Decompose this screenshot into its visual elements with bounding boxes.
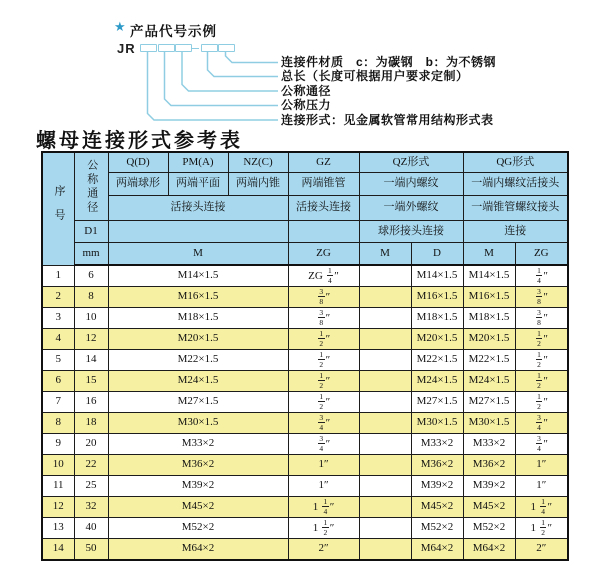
cell-dn: 10 [74, 308, 108, 329]
code-box-4 [201, 44, 218, 52]
header-d1: D1 [74, 221, 108, 243]
cell-qg-m: M30×1.5 [463, 413, 515, 434]
cell-gz: 1 $\frac{1}{4}$ ″ [288, 497, 359, 518]
cell-qz-d: M27×1.5 [411, 392, 463, 413]
header-code-qz: QZ形式 [359, 152, 463, 173]
diagram-label-length: 总长（长度可根据用户要求定制） [281, 69, 469, 83]
cell-qz-d: M64×2 [411, 539, 463, 561]
cell-qz-m [359, 308, 411, 329]
cell-qz-m [359, 392, 411, 413]
cell-dn: 6 [74, 265, 108, 287]
cell-qz-m [359, 518, 411, 539]
header-conn-qz: 一端外螺纹 [359, 196, 463, 221]
cell-qz-m [359, 497, 411, 518]
cell-m: M30×1.5 [108, 413, 288, 434]
code-box-1 [140, 44, 157, 52]
cell-m: M24×1.5 [108, 371, 288, 392]
cell-qg-zg: $\frac{1}{2}$ ″ [515, 350, 568, 371]
cell-gz: ZG $\frac{1}{4}$ ″ [288, 265, 359, 287]
header-unit-qg-m: M [463, 243, 515, 266]
cell-qg-zg: 2″ [515, 539, 568, 561]
cell-seq: 1 [42, 265, 74, 287]
header-ends-pma: 两端平面 [168, 173, 228, 196]
cell-dn: 40 [74, 518, 108, 539]
header-ends-qg: 一端内螺纹活接头 [463, 173, 568, 196]
header-ends-qz: 一端内螺纹 [359, 173, 463, 196]
header-ends-gz: 两端锥管 [288, 173, 359, 196]
cell-qg-zg: $\frac{3}{4}$ ″ [515, 413, 568, 434]
cell-seq: 3 [42, 308, 74, 329]
table-row [42, 287, 568, 308]
cell-dn: 12 [74, 329, 108, 350]
cell-qz-m [359, 434, 411, 455]
header-mm: mm [74, 243, 108, 266]
cell-gz: $\frac{3}{8}$ ″ [288, 287, 359, 308]
cell-qz-m [359, 287, 411, 308]
cell-m: M64×2 [108, 539, 288, 561]
header-code-pma: PM(A) [168, 152, 228, 173]
table-title: 螺母连接形式参考表 [36, 130, 243, 152]
header-unit-qg-zg: ZG [515, 243, 568, 266]
cell-qz-m [359, 476, 411, 497]
cell-qz-d: M36×2 [411, 455, 463, 476]
cell-qz-m [359, 371, 411, 392]
cell-qz-d: M22×1.5 [411, 350, 463, 371]
cell-qz-m [359, 265, 411, 287]
cell-dn: 50 [74, 539, 108, 561]
cell-qg-zg: $\frac{3}{4}$ ″ [515, 434, 568, 455]
diagram-label-diameter: 公称通径 [281, 83, 332, 98]
cell-gz: $\frac{3}{4}$ ″ [288, 434, 359, 455]
header-code-gz: GZ [288, 152, 359, 173]
header-code-qg: QG形式 [463, 152, 568, 173]
cell-dn: 8 [74, 287, 108, 308]
header-code-qd: Q(D) [108, 152, 168, 173]
cell-qz-d: M33×2 [411, 434, 463, 455]
table-row [42, 434, 568, 455]
header-conn2-qz: 球形接头连接 [359, 221, 463, 243]
cell-gz: 1 $\frac{1}{2}$ ″ [288, 518, 359, 539]
cell-gz: $\frac{3}{4}$ ″ [288, 413, 359, 434]
table-row [42, 350, 568, 371]
cell-qz-d: M20×1.5 [411, 329, 463, 350]
code-dash [191, 48, 199, 50]
cell-seq: 6 [42, 371, 74, 392]
header-code-nzc: NZ(C) [228, 152, 288, 173]
cell-qz-m [359, 455, 411, 476]
table-row [42, 265, 568, 287]
header-dn: 公称通径 [74, 152, 108, 221]
cell-qz-d: M52×2 [411, 518, 463, 539]
header-ends-qd: 两端球形 [108, 173, 168, 196]
cell-qg-m: M33×2 [463, 434, 515, 455]
cell-dn: 16 [74, 392, 108, 413]
cell-qz-m [359, 350, 411, 371]
cell-m: M18×1.5 [108, 308, 288, 329]
cell-m: M36×2 [108, 455, 288, 476]
cell-gz: 1″ [288, 476, 359, 497]
cell-seq: 9 [42, 434, 74, 455]
cell-qz-d: M18×1.5 [411, 308, 463, 329]
cell-qg-m: M36×2 [463, 455, 515, 476]
cell-qg-m: M24×1.5 [463, 371, 515, 392]
cell-qg-m: M64×2 [463, 539, 515, 561]
cell-seq: 5 [42, 350, 74, 371]
cell-qz-d: M39×2 [411, 476, 463, 497]
cell-m: M14×1.5 [108, 265, 288, 287]
cell-dn: 20 [74, 434, 108, 455]
cell-dn: 32 [74, 497, 108, 518]
table-row [42, 371, 568, 392]
cell-m: M20×1.5 [108, 329, 288, 350]
header-ends-nzc: 两端内锥 [228, 173, 288, 196]
cell-qg-zg: $\frac{1}{4}$ ″ [515, 265, 568, 287]
cell-qg-m: M39×2 [463, 476, 515, 497]
cell-seq: 13 [42, 518, 74, 539]
cell-qg-zg: $\frac{1}{2}$ ″ [515, 371, 568, 392]
diagram-label-conn-form: 连接形式：见金属软管常用结构形式表 [281, 112, 494, 127]
diagram-label-pressure: 公称压力 [281, 98, 332, 112]
cell-gz: $\frac{1}{2}$ ″ [288, 329, 359, 350]
table-row [42, 497, 568, 518]
cell-seq: 12 [42, 497, 74, 518]
cell-qz-d: M30×1.5 [411, 413, 463, 434]
cell-qz-d: M45×2 [411, 497, 463, 518]
header-seq: 序号 [42, 152, 74, 265]
cell-seq: 7 [42, 392, 74, 413]
cell-qg-zg: $\frac{3}{8}$ ″ [515, 287, 568, 308]
cell-gz: 2″ [288, 539, 359, 561]
table-row [42, 413, 568, 434]
cell-m: M33×2 [108, 434, 288, 455]
cell-qg-m: M18×1.5 [463, 308, 515, 329]
table-row [42, 308, 568, 329]
header-blank-gz [288, 221, 359, 243]
diagram-heading: 产品代号示例 [130, 24, 217, 39]
table-row [42, 518, 568, 539]
cell-qg-m: M16×1.5 [463, 287, 515, 308]
cell-dn: 18 [74, 413, 108, 434]
cell-m: M27×1.5 [108, 392, 288, 413]
table-row [42, 539, 568, 561]
table-row [42, 455, 568, 476]
cell-qz-d: M24×1.5 [411, 371, 463, 392]
cell-seq: 10 [42, 455, 74, 476]
header-unit-qz-m: M [359, 243, 411, 266]
header-unit-m: M [108, 243, 288, 266]
cell-qg-zg: $\frac{1}{2}$ ″ [515, 329, 568, 350]
table-row [42, 392, 568, 413]
cell-m: M45×2 [108, 497, 288, 518]
code-box-3 [175, 44, 192, 52]
cell-gz: $\frac{3}{8}$ ″ [288, 308, 359, 329]
cell-qg-m: M45×2 [463, 497, 515, 518]
header-conn-qg: 一端锥管螺纹接头 [463, 196, 568, 221]
cell-m: M22×1.5 [108, 350, 288, 371]
header-conn-gz: 活接头连接 [288, 196, 359, 221]
cell-qz-m [359, 329, 411, 350]
header-unit-zg: ZG [288, 243, 359, 266]
cell-qg-zg: 1″ [515, 476, 568, 497]
header-conn-qpmnz: 活接头连接 [108, 196, 288, 221]
cell-dn: 25 [74, 476, 108, 497]
cell-gz: 1″ [288, 455, 359, 476]
cell-m: M39×2 [108, 476, 288, 497]
cell-seq: 2 [42, 287, 74, 308]
cell-qg-m: M27×1.5 [463, 392, 515, 413]
nut-connection-table [41, 151, 569, 561]
cell-qz-m [359, 413, 411, 434]
cell-qg-zg: 1 $\frac{1}{2}$ ″ [515, 518, 568, 539]
cell-qz-d: M16×1.5 [411, 287, 463, 308]
cell-dn: 22 [74, 455, 108, 476]
cell-seq: 14 [42, 539, 74, 561]
cell-gz: $\frac{1}{2}$ ″ [288, 371, 359, 392]
cell-seq: 8 [42, 413, 74, 434]
table-row [42, 329, 568, 350]
cell-qg-m: M22×1.5 [463, 350, 515, 371]
header-conn2-qg: 连接 [463, 221, 568, 243]
star-icon: ★ [114, 20, 126, 35]
cell-gz: $\frac{1}{2}$ ″ [288, 350, 359, 371]
cell-qz-m [359, 539, 411, 561]
cell-qg-m: M20×1.5 [463, 329, 515, 350]
cell-qz-d: M14×1.5 [411, 265, 463, 287]
cell-seq: 11 [42, 476, 74, 497]
cell-qg-zg: 1 $\frac{1}{4}$ ″ [515, 497, 568, 518]
cell-dn: 14 [74, 350, 108, 371]
cell-qg-m: M14×1.5 [463, 265, 515, 287]
header-unit-qz-d: D [411, 243, 463, 266]
cell-dn: 15 [74, 371, 108, 392]
table-body [42, 265, 568, 560]
cell-seq: 4 [42, 329, 74, 350]
cell-gz: $\frac{1}{2}$ ″ [288, 392, 359, 413]
cell-qg-zg: $\frac{1}{2}$ ″ [515, 392, 568, 413]
cell-qg-zg: $\frac{3}{8}$ ″ [515, 308, 568, 329]
code-box-5 [218, 44, 235, 52]
cell-qg-m: M52×2 [463, 518, 515, 539]
header-blank-qpmnz [108, 221, 288, 243]
table-row [42, 476, 568, 497]
code-box-2 [158, 44, 175, 52]
cell-m: M16×1.5 [108, 287, 288, 308]
diagram-label-material: 连接件材质 c：为碳钢 b：为不锈钢 [281, 55, 497, 69]
product-code-prefix: JR [117, 41, 136, 56]
cell-qg-zg: 1″ [515, 455, 568, 476]
cell-m: M52×2 [108, 518, 288, 539]
